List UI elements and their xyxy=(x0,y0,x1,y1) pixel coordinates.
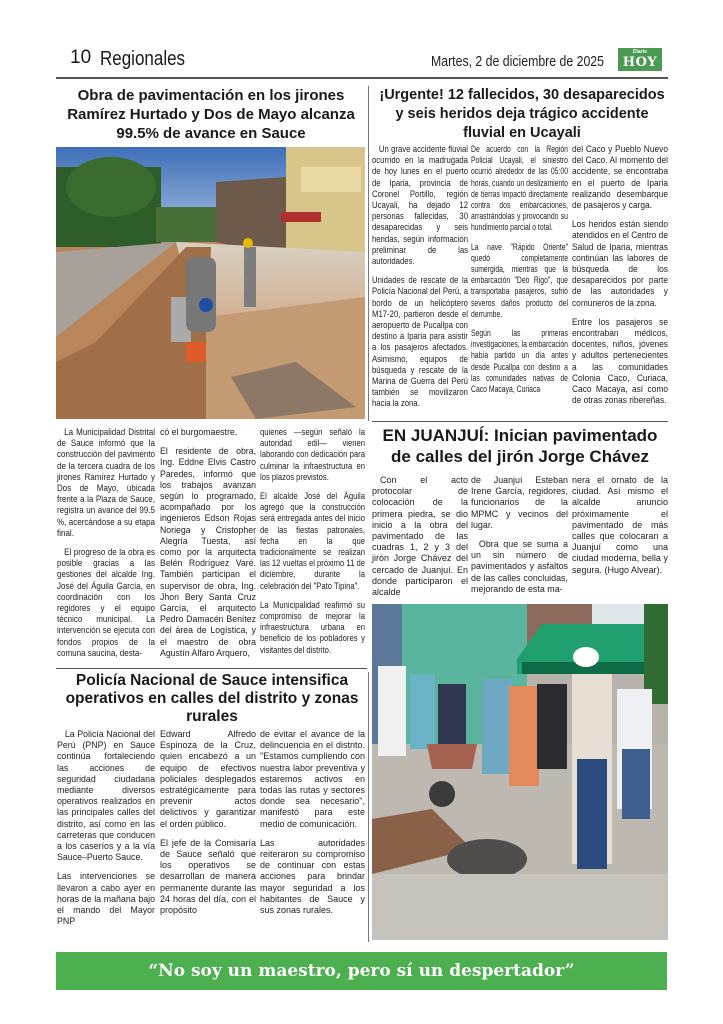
article-headline: EN JUANJUÍ: Inician pavimentado de calles del jirón Jorge Chávez xyxy=(382,426,658,466)
paragraph: Las autoridades reiteraron su compromiso de continuar con estas acciones para brindar mayor seguridad a los habitantes de Sauce y sus zonas rurales. xyxy=(260,837,365,916)
header-rule xyxy=(56,77,668,79)
paragraph: La nave "Rápido Oriente" quedó completamente sumergida, mientras que la embarcación "Deo Rigo", que transportaba pasajeros, sufrió severos daños producto del derrumbe. xyxy=(471,241,568,319)
paragraph: nera el ornato de la ciudad. Así mismo el alcalde anuncio próximamente el pavimentado de más calles que colocaran a Juanjuí como una ciudad moderna, bella y segura. (Hugo Alvear). xyxy=(572,475,668,575)
paragraph: có el burgomaestre. xyxy=(160,427,238,437)
section-divider xyxy=(372,421,668,422)
article-headline: Obra de pavimentación en los jirones Ramírez Hurtado y Dos de Mayo alcanza 99.5% de avance en Sauce xyxy=(67,87,355,142)
paragraph: Obra que se suma a un sin número de pavimentados y asfaltos de las calles concluidas, mejorando de esta ma- xyxy=(471,539,568,594)
paragraph: de Juanjuí Esteban Irene García, regidores, funcionarios de la MPMC y vecinos del lugar. xyxy=(471,475,568,530)
paragraph: de evitar el avance de la delincuencia en el distrito. "Estamos cumpliendo con nuestra labor preventiva y estaremos activos en todas las rutas y sectores donde sea necesario", manifestó para este medio de comunicación. xyxy=(260,729,365,829)
paragraph: Según las primeras investigaciones, la embarcación había partido un día antes desde Pucallpa con destino a las comunidades nativas de Caco Macaya, Curiaca xyxy=(471,328,568,395)
article-column xyxy=(372,144,468,416)
paragraph: La Municipalidad reafirmó su compromiso de mejorar la infraestructura urbana en beneficio de los pobladores y visitantes del distrito. xyxy=(260,599,365,655)
article-column xyxy=(57,427,155,663)
column-text xyxy=(260,427,365,656)
column-divider xyxy=(368,672,369,942)
article-column xyxy=(471,144,568,416)
paragraph: Entre los pasajeros se encontraban médicos, docentes, niños, jóvenes y adultos pertenecientes a las comunidades Colonia Caco, Curiaca, Caco Macaya, así como de otras zonas ribereñas. xyxy=(572,316,668,406)
article-headline: Policía Nacional de Sauce intensifica operativos en calles del distrito y zonas rurales xyxy=(65,672,359,725)
logo-small-text: Diario xyxy=(632,49,648,55)
ceremony-photo xyxy=(372,604,668,940)
paragraph: quienes —según señaló la autoridad edil— vienen laborando con dedicación para culminar la infraestructura en los plazos previstos. xyxy=(260,427,365,482)
paragraph: Edward Alfredo Espinoza de la Cruz, quien encabezó a un equipo de efectivos policiales desplegados estratégicamente para prevenir actos delictivos y garantizar el orden público. xyxy=(160,729,256,829)
column-text xyxy=(372,144,468,410)
paragraph: Con el acto protocolar de colocación de la primera piedra, se dio inicio a la obra del pavimentado de las cuadras 1, 2 y 3 del jirón Jorge Chávez del cercado de Juanjuí. En donde participaron el alcalde xyxy=(372,475,468,598)
column-text xyxy=(57,427,155,659)
issue-date: Martes, 2 de diciembre de 2025 xyxy=(431,53,604,70)
article-column xyxy=(372,475,468,599)
paragraph: El residente de obra, Ing. Eddne Elvis Castro Paredes, informó que los trabajos avanzan según lo programado, acompañado por los ingenieros Edson Rojas Noriega y Cristopher Alegría Tuesta, así como por la arquitecta Belén Rodríguez Varé. También participan el supervisor de obra, Ing. Jhon Bery Santa Cruz García, el arquitecto Pedro Damacén Benítez del área de Logística, y el maestro de obra Agustín Alfaro Arquero, xyxy=(160,446,256,658)
column-text xyxy=(372,475,468,598)
paragraph: del Caco y Pueblo Nuevo del Caco. Al momento del accidente, se encontraba en el puerto de Iparia realizando desembarque de pasajeros y carga. xyxy=(572,144,668,211)
article-headline: ¡Urgente! 12 fallecidos, 30 desaparecidos y seis heridos deja trágico accidente fluvial en Ucayali xyxy=(379,87,665,141)
construction-photo xyxy=(56,147,365,419)
photo-first-stone-ceremony xyxy=(372,604,668,940)
paragraph: Los heridos están siendo atendidos en el Centro de Salud de Iparia, mientras continúan las labores de búsqueda de los desaparecidos por parte de las autoridades y comuneros de la zona. xyxy=(572,219,668,308)
column-text xyxy=(572,144,668,406)
article-column xyxy=(471,475,568,599)
paragraph: Unidades de rescate de la Policía Nacional del Perú, a bordo de un helicóptero M17-20, partieron desde el aeropuerto de Pucallpa con destino a Iparia para asistir a los pasajeros afectados. Asimismo, equipos de búsqueda y rescate de la Marina de Guerra del Perú también se movilizaron hacia la zona. xyxy=(372,275,468,409)
column-text xyxy=(160,729,256,916)
section-divider xyxy=(56,668,367,669)
column-divider xyxy=(368,86,369,421)
column-text xyxy=(160,427,256,659)
paragraph: El progreso de la obra es posible gracias a las gestiones del alcalde Ing. José del Águila García, en coordinación con los regidores y el equipo técnico municipal. La intervención se ejecuta con fondos propios de la comuna saucina, desta- xyxy=(57,547,155,658)
section-title: Regionales xyxy=(100,48,186,70)
paragraph: La Policía Nacional del Perú (PNP) en Sauce continúa fortaleciendo las acciones de seguridad ciudadana mediante diversos operativos realizados en las principales calles del distrito, así como en las carreteras que conducen a los caseríos y a la vía Sauce–Puerto Sauce. xyxy=(57,729,155,863)
column-text xyxy=(471,475,568,595)
article-column xyxy=(160,729,256,941)
column-text xyxy=(57,729,155,927)
logo-big-text: HOY xyxy=(622,55,658,70)
paragraph: De acuerdo con la Región Policial Ucayali, el siniestro ocurrió alrededor de las 05:00 horas, cuando un deslizamiento de tierras impactó directamente contra dos embarcaciones, arrastrándolas y provocando su hundimiento parcial o total. xyxy=(471,144,568,233)
article-column xyxy=(260,427,365,663)
article-column xyxy=(57,729,155,941)
article-column xyxy=(572,475,668,599)
article-column xyxy=(260,729,365,941)
photo-road-works xyxy=(56,147,365,419)
article-column xyxy=(572,144,668,416)
quote-banner: “No soy un maestro, pero sí un despertador” xyxy=(56,952,667,990)
paragraph: El jefe de la Comisaría de Sauce señaló que los operativos se desarrollan de manera permanente durante las 24 horas del día, con el propósito xyxy=(160,837,256,916)
paragraph: Un grave accidente fluvial ocurrido en la madrugada de hoy lunes en el puerto de Iparia, provincia de Coronel Portillo, región Ucayali, ha dejado 12 personas fallecidas, 30 desaparecidas y seis heridas, según información preliminar de las autoridades. xyxy=(372,144,468,267)
column-text xyxy=(471,144,568,395)
article-column xyxy=(160,427,256,663)
paragraph: La Municipalidad Distrital de Sauce informó que la construcción del pavimento de la tercera cuadra de los jirones Ramírez Hurtado y Dos de Mayo, ubicada frente a la Plaza de Sauce, registra un avance del 99.5 %, acercándose a su etapa final. xyxy=(57,427,155,538)
paragraph: Las intervenciones se llevaron a cabo ayer en horas de la mañana bajo el mando del Mayor PNP xyxy=(57,871,155,927)
column-text xyxy=(572,475,668,576)
page-number: 10 xyxy=(70,47,92,68)
paragraph: El alcalde José del Águila agregó que la construcción será entregada antes del inicio de las fiestas patronales, fecha en la que tradicionalmente se realizan las 12 vueltas el próximo 11 de diciembre, durante la celebración del "Pato Tipina". xyxy=(260,491,365,591)
column-text xyxy=(260,729,365,916)
newspaper-logo xyxy=(618,48,662,71)
